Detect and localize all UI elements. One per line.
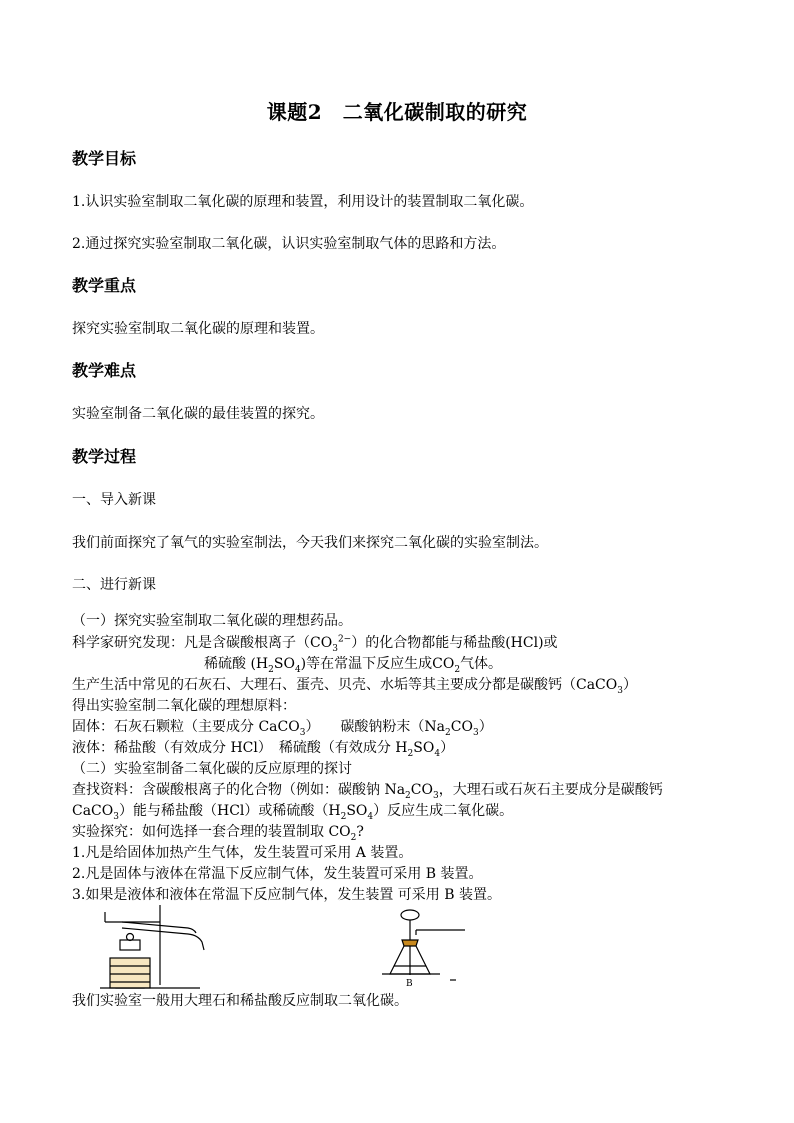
funnel-top (401, 910, 419, 920)
line-13: 2.凡是固体与液体在常温下反应制气体，发生装置可采用 B 装置。 (72, 866, 483, 882)
line-3: 稀硫酸 $(H_2SO_4)$等在常温下反应生成$CO_2$气体。 (204, 656, 503, 675)
line-12: 1.凡是给固体加热产生气体，发生装置可采用 A 装置。 (72, 845, 413, 861)
line-9: 查找资料：含碳酸根离子的化合物（例如：碳酸钠 $Na_2CO_3$，大理石或石灰石主要成分是碳酸钙 (72, 782, 663, 801)
part1-title: 一、导入新课 (72, 492, 156, 508)
line-2: 科学家研究发现：凡是含碳酸根离子$(CO_3^{2-})$的化合物都能与稀盐酸(HCl)或 (72, 634, 558, 654)
heading-goals: 教学目标 (72, 149, 137, 168)
stopper (402, 940, 418, 946)
key-points-text: 探究实验室制取二氧化碳的原理和装置。 (72, 321, 324, 337)
line-10: CaCO$_3$）能与稀盐酸（HCl）或稀硫酸$(H_2SO_4)$反应生成二氧化碳。 (72, 803, 514, 822)
difficulties-text: 实验室制备二氧化碳的最佳装置的探究。 (72, 406, 324, 422)
goal-item-1: 1.认识实验室制取二氧化碳的原理和装置，利用设计的装置制取二氧化碳。 (72, 194, 534, 210)
goal-item-2: 2.通过探究实验室制取二氧化碳，认识实验室制取气体的思路和方法。 (72, 236, 506, 252)
line-7: 液体：稀盐酸（有效成分 HCl） 稀硫酸（有效成分 $H_2SO_4$） (72, 740, 455, 759)
lamp-wick-holder (120, 940, 140, 950)
line-14: 3.如果是液体和液体在常温下反应制气体，发生装置 可采用 B 装置。 (72, 887, 501, 903)
line-4: 生产生活中常见的石灰石、大理石、蛋壳、贝壳、水垢等其主要成分都是碳酸钙（CaCO$_3$） (72, 677, 637, 696)
apparatus-a (100, 905, 204, 988)
line-15: 我们实验室一般用大理石和稀盐酸反应制取二氧化碳。 (72, 993, 408, 1009)
part1-text: 我们前面探究了氧气的实验室制法，今天我们来探究二氧化碳的实验室制法。 (72, 535, 548, 551)
delivery-tube (122, 928, 204, 950)
line-5: 得出实验室制二氧化碳的理想原料： (72, 698, 296, 714)
apparatus-figure (100, 900, 480, 990)
heading-process: 教学过程 (72, 447, 137, 466)
lamp-block (110, 958, 150, 988)
part2-title: 二、进行新课 (72, 577, 156, 593)
line-1: （一）探究实验室制取二氧化碳的理想药品。 (72, 613, 352, 629)
line-8: （二）实验室制备二氧化碳的反应原理的探讨 (72, 761, 352, 777)
line-6: 固体：石灰石颗粒（主要成分 CaCO$_3$） 碳酸钠粉末$(Na_2CO_3)$ (72, 719, 493, 738)
apparatus-b (382, 910, 465, 980)
heading-key-points: 教学重点 (72, 276, 137, 295)
line-11: 实验探究：如何选择一套合理的装置制取 $CO_2$? (72, 824, 364, 843)
figure-label-b: B (406, 979, 413, 989)
page-title: 课题2 二氧化碳制取的研究 (266, 100, 528, 124)
heading-difficulties: 教学难点 (72, 361, 137, 380)
